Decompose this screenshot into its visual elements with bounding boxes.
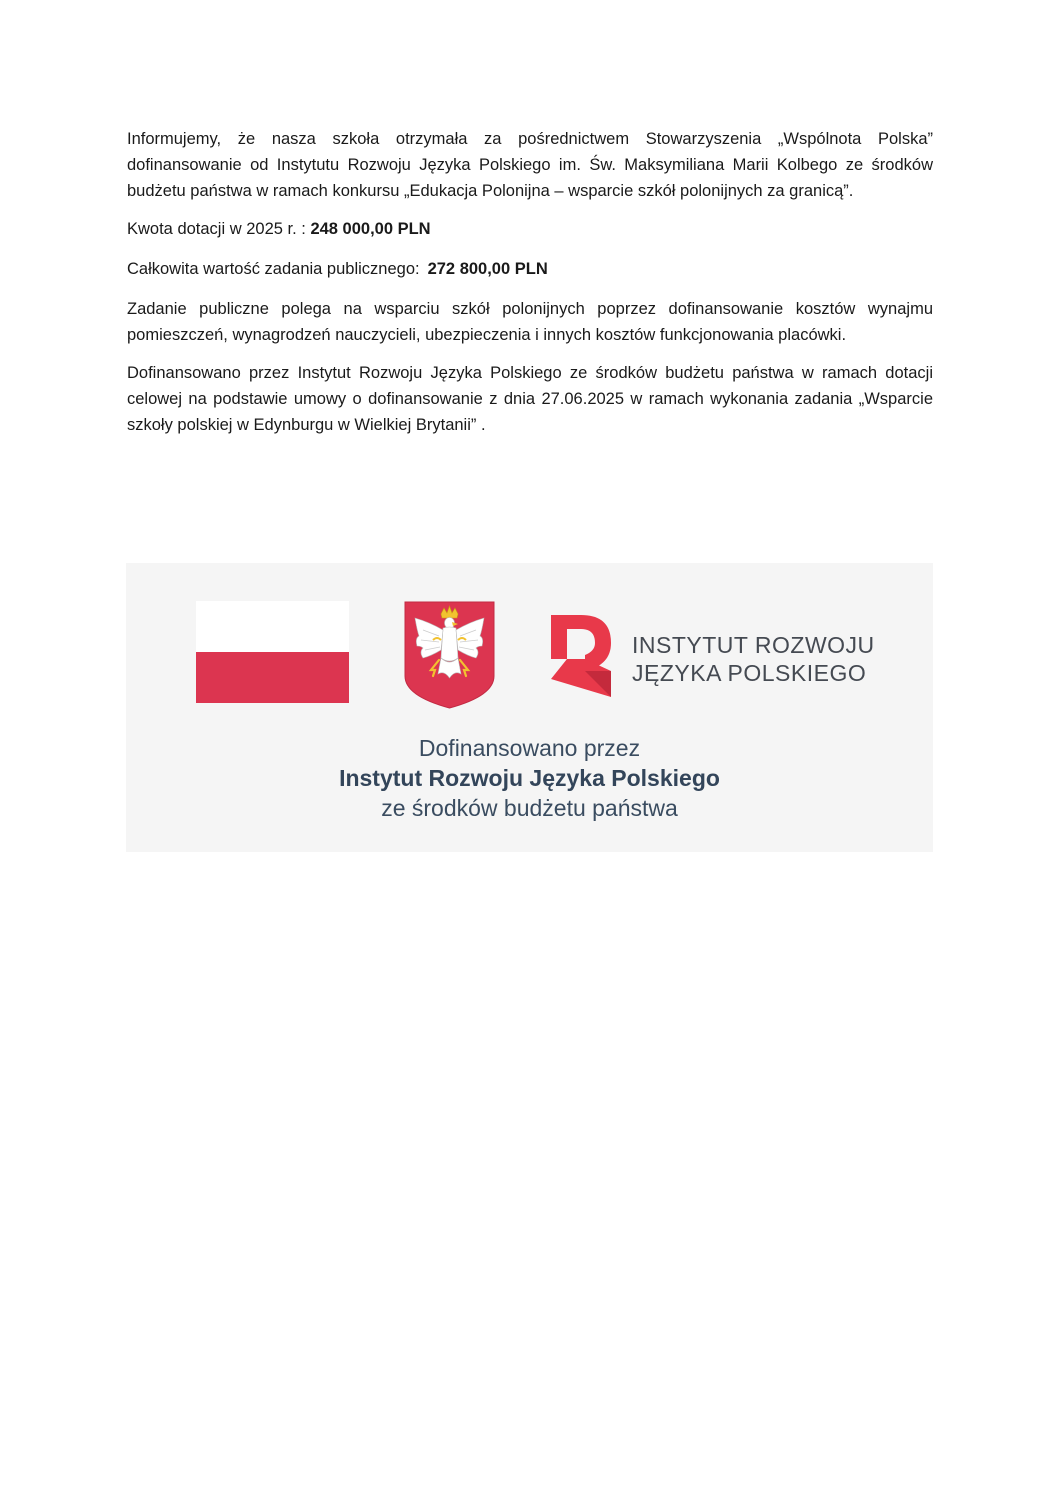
task-paragraph: Zadanie publiczne polega na wsparciu szkół polonijnych poprzez dofinansowanie kosztów wynajmu pomieszczeń, wynagrodzeń nauczycieli, ubezpieczenia i innych kosztów funkcjonowania placówki. bbox=[127, 300, 933, 344]
funding-line1: Dofinansowano przez bbox=[418, 735, 641, 761]
funding-banner bbox=[126, 563, 933, 852]
document-body bbox=[127, 126, 933, 450]
irjp-logo-icon bbox=[551, 615, 615, 697]
funding-statement bbox=[126, 733, 933, 823]
grant-amount-line bbox=[127, 216, 933, 242]
total-value-line bbox=[127, 256, 933, 282]
funding-line3: ze środków budżetu państwa bbox=[381, 795, 678, 821]
polish-flag-icon bbox=[196, 601, 349, 703]
total-value-amount: 272 800,00 PLN bbox=[427, 260, 548, 278]
institute-name-line1: INSTYTUT ROZWOJU bbox=[632, 632, 875, 658]
total-value-label: Całkowita wartość zadania publicznego: bbox=[127, 260, 420, 278]
institute-name-line2: JĘZYKA POLSKIEGO bbox=[632, 660, 867, 686]
funding-line2: Instytut Rozwoju Języka Polskiego bbox=[339, 765, 720, 791]
grant-amount-label: Kwota dotacji w 2025 r. : bbox=[127, 220, 311, 238]
grant-amount-value: 248 000,00 PLN bbox=[310, 220, 431, 238]
polish-eagle-emblem-icon bbox=[403, 600, 496, 710]
intro-paragraph: Informujemy, że nasza szkoła otrzymała za pośrednictwem Stowarzyszenia „Wspólnota Polska” dofinansowanie od Instytutu Rozwoju Języka Polskiego im. Św. Maksymiliana Marii Kolbego ze środków budżetu państwa w ramach konkursu „Edukacja Polonijna – wsparcie szkół polonijnych za granicą”. bbox=[127, 130, 933, 200]
institute-name bbox=[632, 631, 875, 687]
funding-note-paragraph: Dofinansowano przez Instytut Rozwoju Języka Polskiego ze środków budżetu państwa w ramach dotacji celowej na podstawie umowy o dofinansowanie z dnia 27.06.2025 w ramach wykonania zadania „Wsparcie szkoły polskiej w Edynburgu w Wielkiej Brytanii” . bbox=[127, 364, 933, 434]
